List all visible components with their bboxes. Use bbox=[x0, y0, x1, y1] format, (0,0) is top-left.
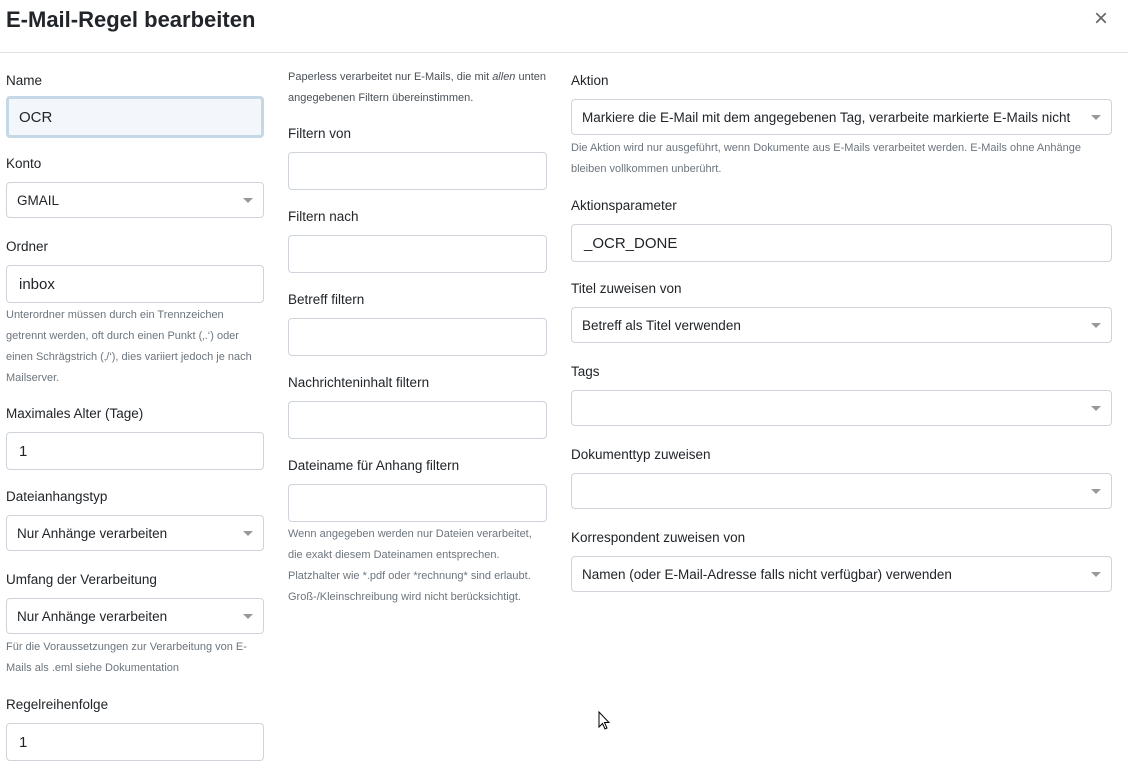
order-input[interactable]: 1 bbox=[6, 723, 264, 761]
chevron-down-icon bbox=[1091, 572, 1101, 577]
chevron-down-icon bbox=[1091, 115, 1101, 120]
filter-from-input[interactable] bbox=[288, 152, 547, 190]
intro-emphasis: allen bbox=[492, 71, 516, 83]
doctype-select[interactable] bbox=[571, 473, 1112, 509]
action-select[interactable] bbox=[571, 99, 1112, 135]
order-label: Regelreihenfolge bbox=[6, 697, 109, 712]
attachment-type-value: Nur Anhänge verarbeiten bbox=[17, 525, 168, 541]
dialog-header bbox=[0, 0, 1128, 53]
filter-to-label: Filtern nach bbox=[288, 209, 359, 224]
folder-help: Unterordner müssen durch ein Trennzeichen getrennt werden, oft durch einen Punkt (‚.‘) oder einen Schrägstrich (‚/‘), dies variiert jedoch je nach Mailserver. bbox=[6, 309, 252, 384]
correspondent-value: Namen (oder E-Mail-Adresse falls nicht verfügbar) verwenden bbox=[582, 566, 952, 582]
title-from-value: Betreff als Titel verwenden bbox=[582, 317, 741, 333]
chevron-down-icon bbox=[243, 198, 253, 203]
intro-text: Paperless verarbeitet nur E-Mails, die mit bbox=[288, 71, 493, 83]
name-input[interactable]: OCR bbox=[6, 96, 264, 138]
tags-select[interactable] bbox=[571, 390, 1112, 426]
filter-filename-input[interactable] bbox=[288, 484, 547, 522]
filter-filename-label: Dateiname für Anhang filtern bbox=[288, 458, 460, 473]
title-from-label: Titel zuweisen von bbox=[571, 281, 682, 296]
filter-intro bbox=[288, 67, 547, 109]
doctype-label: Dokumenttyp zuweisen bbox=[571, 447, 711, 462]
filter-body-input[interactable] bbox=[288, 401, 547, 439]
action-param-input[interactable]: _OCR_DONE bbox=[571, 224, 1112, 262]
account-value: GMAIL bbox=[17, 192, 60, 208]
action-param-label: Aktionsparameter bbox=[571, 198, 677, 213]
maxage-label: Maximales Alter (Tage) bbox=[6, 406, 144, 421]
filter-subject-input[interactable] bbox=[288, 318, 547, 356]
filter-body-label: Nachrichteninhalt filtern bbox=[288, 375, 430, 390]
scope-label: Umfang der Verarbeitung bbox=[6, 572, 157, 587]
action-label: Aktion bbox=[571, 73, 609, 88]
scope-select[interactable] bbox=[6, 598, 264, 634]
chevron-down-icon bbox=[1091, 406, 1101, 411]
account-label: Konto bbox=[6, 156, 42, 171]
folder-input[interactable]: inbox bbox=[6, 265, 264, 303]
dialog-title: E-Mail-Regel bearbeiten bbox=[6, 7, 256, 32]
folder-label: Ordner bbox=[6, 239, 49, 254]
chevron-down-icon bbox=[243, 614, 253, 619]
filter-to-input[interactable] bbox=[288, 235, 547, 273]
correspondent-select[interactable] bbox=[571, 556, 1112, 592]
correspondent-label: Korrespondent zuweisen von bbox=[571, 530, 746, 545]
title-from-select[interactable] bbox=[571, 307, 1112, 343]
intro-text-end: unten angegebenen Filtern übereinstimmen. bbox=[288, 71, 547, 104]
mouse-cursor-icon bbox=[598, 711, 612, 731]
scope-value: Nur Anhänge verarbeiten bbox=[17, 608, 168, 624]
chevron-down-icon bbox=[1091, 323, 1101, 328]
filter-from-label: Filtern von bbox=[288, 126, 352, 141]
chevron-down-icon bbox=[243, 531, 253, 536]
scope-help: Für die Voraussetzungen zur Verarbeitung von E-Mails als .eml siehe Dokumentation bbox=[6, 641, 247, 674]
attachment-type-label: Dateianhangstyp bbox=[6, 489, 108, 504]
maxage-input[interactable]: 1 bbox=[6, 432, 264, 470]
filter-subject-label: Betreff filtern bbox=[288, 292, 365, 307]
action-help: Die Aktion wird nur ausgeführt, wenn Dokumente aus E-Mails verarbeitet werden. E-Mails ohne Anhänge bleiben vollkommen unberührt. bbox=[571, 142, 1081, 175]
account-select[interactable] bbox=[6, 182, 264, 218]
name-label: Name bbox=[6, 73, 43, 88]
tags-label: Tags bbox=[571, 364, 600, 379]
action-value: Markiere die E-Mail mit dem angegebenen Tag, verarbeite markierte E-Mails nicht bbox=[582, 109, 1071, 125]
chevron-down-icon bbox=[1091, 489, 1101, 494]
attachment-type-select[interactable] bbox=[6, 515, 264, 551]
filter-filename-help: Wenn angegeben werden nur Dateien verarbeitet, die exakt diesem Dateinamen entsprechen. Platzhalter wie *.pdf oder *rechnung* sind erlaubt. Groß-/Kleinschreibung wird nicht berücksichtigt. bbox=[288, 528, 532, 603]
close-icon[interactable]: × bbox=[1094, 5, 1109, 32]
